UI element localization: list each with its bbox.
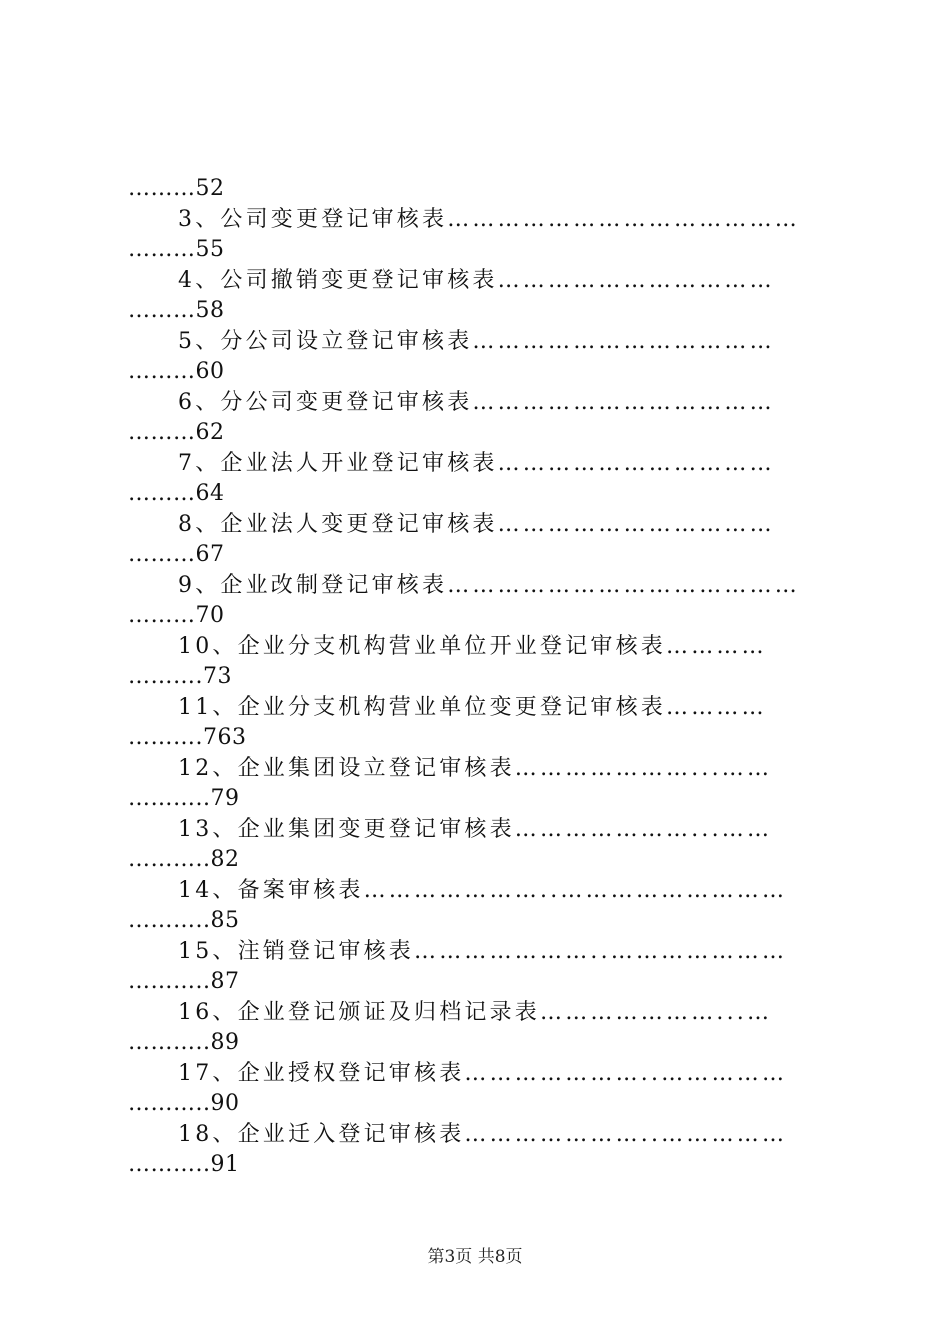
toc-entry: 14、备案审核表…………………..……………………… [178, 877, 788, 903]
toc-continuation-line: ………62 [128, 420, 225, 445]
toc-entry: 12、企业集团设立登记审核表…………………...…… [178, 755, 773, 781]
toc-entry: 4、公司撤销变更登记审核表…………………………… [178, 267, 775, 293]
toc-entry: 17、企业授权登记审核表…………………..…………… [178, 1060, 788, 1086]
toc-continuation-line: ………60 [128, 359, 225, 384]
toc-continuation-line: ………..87 [128, 969, 240, 994]
toc-continuation-line: ………64 [128, 481, 225, 506]
toc-continuation-line: ………70 [128, 603, 225, 628]
toc-continuation-line: ……….73 [128, 664, 232, 689]
toc-entry: 10、企业分支机构营业单位开业登记审核表………… [178, 633, 767, 659]
page-number-footer: 第3页 共8页 [427, 1247, 523, 1267]
toc-entry: 7、企业法人开业登记审核表…………………………… [178, 450, 775, 476]
toc-entry: 8、企业法人变更登记审核表…………………………… [178, 511, 775, 537]
toc-continuation-line: ………..90 [128, 1091, 240, 1116]
toc-entry: 3、公司变更登记审核表…………………………………… [178, 206, 800, 232]
table-of-contents [128, 174, 838, 1181]
toc-continuation-line: ………55 [128, 237, 225, 262]
toc-continuation-line: ………..79 [128, 786, 240, 811]
toc-entry: 9、企业改制登记审核表…………………………………… [178, 572, 800, 598]
toc-continuation-line: ………..82 [128, 847, 240, 872]
toc-entry: 15、注销登记审核表…………………..………………… [178, 938, 788, 964]
toc-continuation-line: ………67 [128, 542, 225, 567]
toc-entry: 18、企业迁入登记审核表…………………..…………… [178, 1121, 788, 1147]
toc-continuation-line: ………..91 [128, 1152, 240, 1177]
toc-entry: 13、企业集团变更登记审核表…………………...…… [178, 816, 773, 842]
toc-entry: 16、企业登记颁证及归档记录表…………………...… [178, 999, 773, 1025]
toc-continuation-line: ………52 [128, 176, 225, 201]
toc-entry: 6、分公司变更登记审核表……………………………… [178, 389, 775, 415]
toc-continuation-line: ……….763 [128, 725, 247, 750]
toc-entry: 5、分公司设立登记审核表……………………………… [178, 328, 775, 354]
toc-continuation-line: ………..85 [128, 908, 240, 933]
toc-entry: 11、企业分支机构营业单位变更登记审核表………… [178, 694, 767, 720]
toc-continuation-line: ………58 [128, 298, 225, 323]
toc-continuation-line: ………..89 [128, 1030, 240, 1055]
